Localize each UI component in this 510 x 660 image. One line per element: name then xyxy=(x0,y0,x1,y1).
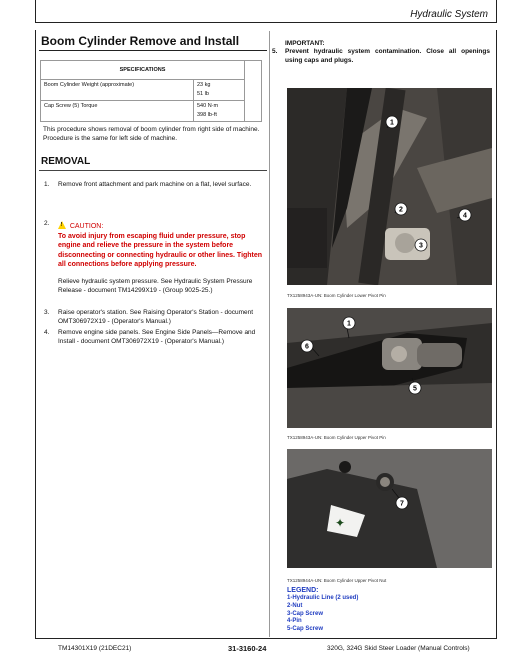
step-number: 2. xyxy=(44,220,50,227)
column-divider xyxy=(269,31,270,637)
callout: 3 xyxy=(419,242,423,250)
spec-value xyxy=(194,80,245,101)
upper-pivot-pin-photo xyxy=(287,308,492,428)
specifications-heading: SPECIFICATIONS xyxy=(41,61,245,80)
intro-paragraph: This procedure shows removal of boom cylinder from right side of machine. Procedure is the same for left side of machine. xyxy=(43,126,260,142)
figure-caption: TX1258943A-UN: Boom Cylinder Lower Pivot Pin xyxy=(287,293,386,298)
removal-heading: REMOVAL xyxy=(41,156,91,167)
spec-pad xyxy=(245,61,262,122)
footer-model: 320G, 324G Skid Steer Loader (Manual Controls) xyxy=(327,645,470,652)
step-number: 4. xyxy=(44,329,50,336)
spec-value-metric: 23 kg xyxy=(197,82,211,88)
warning-triangle-icon xyxy=(58,221,66,229)
important-label: IMPORTANT: xyxy=(285,40,325,47)
callout: 2 xyxy=(399,206,403,214)
footer-doc-id: TM14301X19 (21DEC21) xyxy=(58,645,132,652)
upper-pivot-nut-photo xyxy=(287,449,492,568)
spec-label: Cap Screw (5) Torque xyxy=(41,101,194,122)
legend-item: 2-Nut xyxy=(287,602,303,609)
section-title: Boom Cylinder Remove and Install xyxy=(41,34,240,48)
deere-logo-icon: ✦ xyxy=(335,516,346,530)
header-title: Hydraulic System xyxy=(410,9,488,20)
specifications-table xyxy=(40,60,262,122)
table-row xyxy=(41,101,262,122)
callout: 4 xyxy=(463,212,467,220)
lower-pivot-illustration xyxy=(287,88,492,285)
spec-value xyxy=(194,101,245,122)
step-text: Raise operator's station. See Raising Operator's Station - document OMT306972X19 - (Operator's Manual.) xyxy=(58,309,254,325)
callout: 6 xyxy=(305,343,309,351)
figure-caption: TX1258943A-UN: Boom Cylinder Upper Pivot Pin xyxy=(287,435,386,440)
legend-item: 1-Hydraulic Line (2 used) xyxy=(287,595,359,601)
caution-block xyxy=(58,220,266,270)
footer-page-number: 31-3160-24 xyxy=(228,644,267,653)
section-rule xyxy=(39,50,267,51)
legend-list xyxy=(287,595,358,634)
upper-pivot-pin-illustration xyxy=(287,308,492,428)
spec-value-metric: 540 N·m xyxy=(197,103,219,109)
legend-item: 3-Cap Screw xyxy=(287,610,324,617)
step-number: 1. xyxy=(44,181,50,188)
legend-title: LEGEND: xyxy=(287,587,319,594)
spec-label: Boom Cylinder Weight (approximate) xyxy=(41,80,194,101)
upper-pivot-nut-illustration xyxy=(287,449,492,568)
lower-pivot-photo xyxy=(287,88,492,285)
caution-text: To avoid injury from escaping fluid under pressure, stop engine and relieve the pressure in the system before disconnecting or connecting hydraulic or other lines. Tighten all connections before applying pressure. xyxy=(58,232,263,269)
removal-rule xyxy=(39,170,267,171)
step-number: 3. xyxy=(44,309,50,316)
step-text: Remove front attachment and park machine on a flat, level surface. xyxy=(58,181,252,188)
callout: 7 xyxy=(400,500,404,508)
header-frame xyxy=(35,0,497,23)
callout: 1 xyxy=(390,119,394,127)
spec-value-imperial: 398 lb-ft xyxy=(197,112,217,118)
callout: 5 xyxy=(413,385,417,393)
table-row xyxy=(41,80,262,101)
legend-item: 4-Pin xyxy=(287,618,302,625)
step-2-text: Relieve hydraulic system pressure. See Hydraulic System Pressure Release - document TM14299X19 - (Group 9025-25.) xyxy=(58,278,253,294)
caution-label: CAUTION: xyxy=(69,223,104,230)
callout: 1 xyxy=(347,320,351,328)
step-text: Prevent hydraulic system contamination. Close all openings using caps and plugs. xyxy=(285,48,490,64)
step-number: 5. xyxy=(272,48,278,55)
legend-item: 5-Cap Screw xyxy=(287,626,324,633)
step-text: Remove engine side panels. See Engine Side Panels—Remove and Install - document OMT306972X19 - (Operator's Manual.) xyxy=(58,329,256,345)
spec-value-imperial: 51 lb xyxy=(197,91,209,97)
figure-caption: TX1258944A-UN: Boom Cylinder Upper Pivot Nut xyxy=(287,578,387,583)
